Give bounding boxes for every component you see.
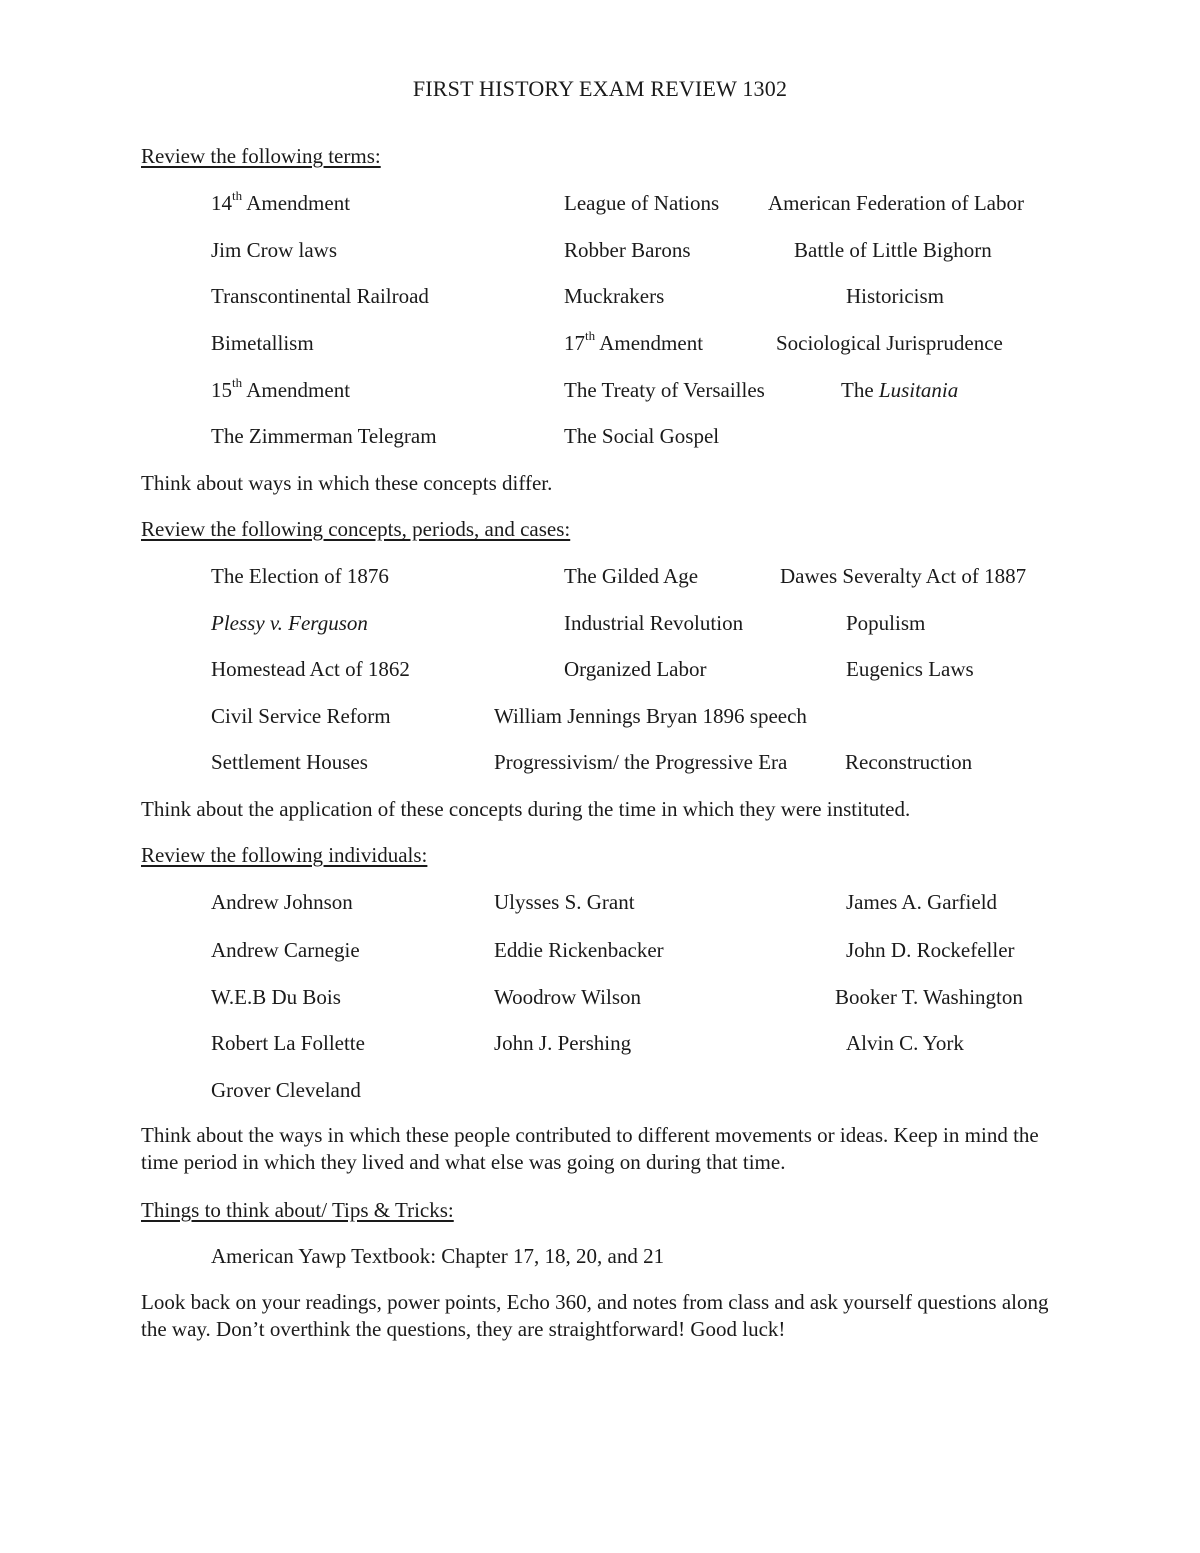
concept-item: Eugenics Laws	[846, 657, 974, 681]
concept-item: Dawes Severalty Act of 1887	[780, 564, 1027, 588]
terms-note: Think about ways in which these concepts differ.	[141, 471, 553, 495]
concept-item: Reconstruction	[845, 750, 973, 774]
term-item: American Federation of Labor	[768, 191, 1024, 215]
individual-item: Ulysses S. Grant	[494, 890, 635, 914]
term-item: Battle of Little Bighorn	[794, 238, 992, 262]
concept-item: Civil Service Reform	[211, 704, 391, 728]
closing-note: Look back on your readings, power points, Echo 360, and notes from class and ask yourself questions along the way. Don’t overthink the questions, they are straightforward! Good luck!	[141, 1290, 1049, 1341]
individual-item: Andrew Carnegie	[211, 938, 360, 962]
term-item: 15th Amendment	[211, 375, 351, 402]
term-item: League of Nations	[564, 191, 720, 215]
concept-item: Settlement Houses	[211, 750, 368, 774]
term-item: Historicism	[846, 284, 944, 308]
individual-item: Robert La Follette	[211, 1031, 365, 1055]
individuals-note: Think about the ways in which these people contributed to different movements or ideas. Keep in mind the time period in which they lived and what else was going on during that time.	[141, 1123, 1039, 1174]
term-item: Bimetallism	[211, 331, 314, 355]
concept-item: Homestead Act of 1862	[211, 657, 410, 681]
tips-heading: Things to think about/ Tips & Tricks:	[141, 1198, 454, 1222]
concept-item: The Gilded Age	[564, 564, 699, 588]
concept-item: The Election of 1876	[211, 564, 389, 588]
term-item: Transcontinental Railroad	[211, 284, 429, 308]
term-item: The Social Gospel	[564, 424, 720, 448]
individual-item: James A. Garfield	[846, 890, 998, 914]
term-item: 17th Amendment	[564, 328, 704, 355]
concept-item: Industrial Revolution	[564, 611, 744, 635]
concept-item: Progressivism/ the Progressive Era	[494, 750, 788, 774]
term-item: Sociological Jurisprudence	[776, 331, 1003, 355]
term-item: The Lusitania	[841, 378, 959, 402]
term-item: The Zimmerman Telegram	[211, 424, 437, 448]
individual-item: Eddie Rickenbacker	[494, 938, 664, 962]
concept-item: William Jennings Bryan 1896 speech	[494, 704, 807, 728]
individual-item: Woodrow Wilson	[494, 985, 641, 1009]
individual-item: John J. Pershing	[494, 1031, 632, 1055]
individual-item: John D. Rockefeller	[846, 938, 1015, 962]
individual-item: W.E.B Du Bois	[211, 985, 341, 1009]
individual-item: Grover Cleveland	[211, 1078, 361, 1102]
term-item: The Treaty of Versailles	[564, 378, 765, 402]
term-item: Robber Barons	[564, 238, 691, 262]
terms-heading: Review the following terms:	[141, 144, 381, 168]
concept-item: Populism	[846, 611, 926, 635]
concepts-note: Think about the application of these concepts during the time in which they were instituted.	[141, 797, 911, 821]
concepts-heading: Review the following concepts, periods, and cases:	[141, 517, 571, 541]
individual-item: Alvin C. York	[846, 1031, 964, 1055]
concept-item: Plessy v. Ferguson	[211, 611, 368, 635]
concept-item: Organized Labor	[564, 657, 707, 681]
textbook-item: American Yawp Textbook: Chapter 17, 18, 20, and 21	[211, 1244, 665, 1268]
term-item: Jim Crow laws	[211, 238, 337, 262]
individuals-heading: Review the following individuals:	[141, 843, 428, 867]
individual-item: Andrew Johnson	[211, 890, 353, 914]
term-item: 14th Amendment	[211, 188, 351, 215]
individual-item: Booker T. Washington	[835, 985, 1023, 1009]
page-title: FIRST HISTORY EXAM REVIEW 1302	[412, 76, 788, 101]
term-item: Muckrakers	[564, 284, 665, 308]
